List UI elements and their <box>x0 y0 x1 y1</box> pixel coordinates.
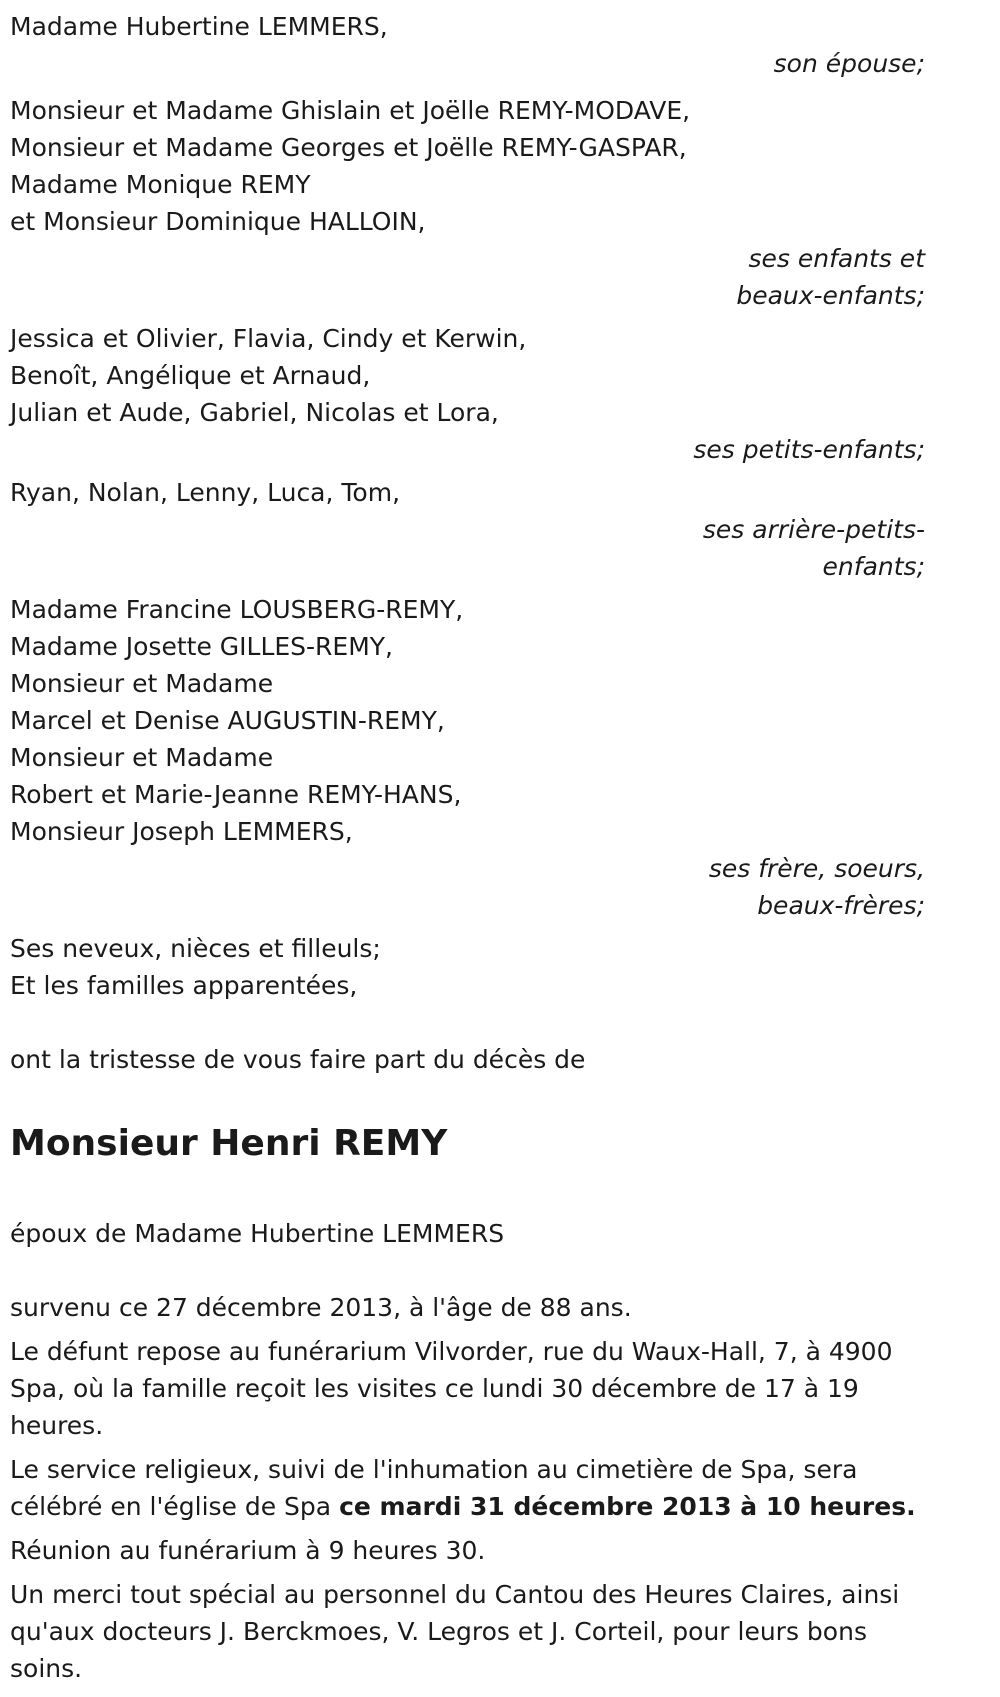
sibling-name: Monsieur et Madame <box>10 669 274 698</box>
repose-paragraph: Le défunt repose au funérarium Vilvorder, rue du Waux-Hall, 7, à 4900 Spa, où la famille reçoit les visites ce lundi 30 décembre de 17 à 19 heures. <box>10 1337 893 1440</box>
reunion-paragraph: Réunion au funérarium à 9 heures 30. <box>10 1536 486 1565</box>
child-name: Monsieur et Madame Georges et Joëlle REMY-GASPAR, <box>10 133 687 162</box>
grandchild-name: Benoît, Angélique et Arnaud, <box>10 361 371 390</box>
child-name: et Monsieur Dominique HALLOIN, <box>10 207 426 236</box>
service-text: Le service religieux, suivi de l'inhumation au cimetière de Spa, sera célébré en l'église de Spa <box>10 1455 858 1521</box>
children-role: ses enfants et <box>748 244 925 273</box>
spouse-name: Madame Hubertine LEMMERS, <box>10 12 388 41</box>
deceased-name: Monsieur Henri REMY <box>10 1123 448 1164</box>
service-paragraph <box>10 1451 925 1525</box>
grandchild-name: Jessica et Olivier, Flavia, Cindy et Kerwin, <box>10 324 527 353</box>
sibling-name: Robert et Marie-Jeanne REMY-HANS, <box>10 780 462 809</box>
spouse-role: son épouse; <box>773 49 925 78</box>
siblings-section <box>10 591 1000 924</box>
sibling-name: Madame Josette GILLES-REMY, <box>10 632 394 661</box>
grandchild-name: Julian et Aude, Gabriel, Nicolas et Lora, <box>10 398 499 427</box>
thanks-paragraph: Un merci tout spécial au personnel du Cantou des Heures Claires, ainsi qu'aux docteurs J. Berckmoes, V. Legros et J. Corteil, pour leurs bons soins. <box>10 1580 900 1683</box>
sibling-name: Madame Francine LOUSBERG-REMY, <box>10 595 464 624</box>
announcement-text: ont la tristesse de vous faire part du décès de <box>10 1045 586 1074</box>
child-name: Madame Monique REMY <box>10 170 311 199</box>
service-date-emphasis: ce mardi 31 décembre 2013 à 10 heures. <box>339 1492 916 1521</box>
sibling-name: Marcel et Denise AUGUSTIN-REMY, <box>10 706 445 735</box>
child-name: Monsieur et Madame Ghislain et Joëlle REMY-MODAVE, <box>10 96 691 125</box>
others-section <box>10 930 1000 1004</box>
grandchildren-role: ses petits-enfants; <box>693 435 925 464</box>
siblings-role: ses frère, soeurs, <box>708 854 925 883</box>
others-line: Ses neveux, nièces et filleuls; <box>10 934 381 963</box>
great-grandchildren-section <box>10 474 1000 585</box>
great-grandchildren-role: ses arrière-petits- <box>702 515 925 544</box>
sibling-name: Monsieur Joseph LEMMERS, <box>10 817 353 846</box>
survenu-paragraph: survenu ce 27 décembre 2013, à l'âge de 88 ans. <box>10 1293 632 1322</box>
great-grandchildren-role: enfants; <box>822 552 925 581</box>
grandchildren-section <box>10 320 1000 468</box>
children-role: beaux-enfants; <box>736 281 925 310</box>
details-section <box>10 1289 1000 1687</box>
others-line: Et les familles apparentées, <box>10 971 358 1000</box>
spouse-section <box>10 8 1000 82</box>
siblings-role: beaux-frères; <box>757 891 925 920</box>
sibling-name: Monsieur et Madame <box>10 743 274 772</box>
spouse-of-text: époux de Madame Hubertine LEMMERS <box>10 1219 505 1248</box>
great-grandchild-name: Ryan, Nolan, Lenny, Luca, Tom, <box>10 478 401 507</box>
children-section <box>10 92 1000 314</box>
